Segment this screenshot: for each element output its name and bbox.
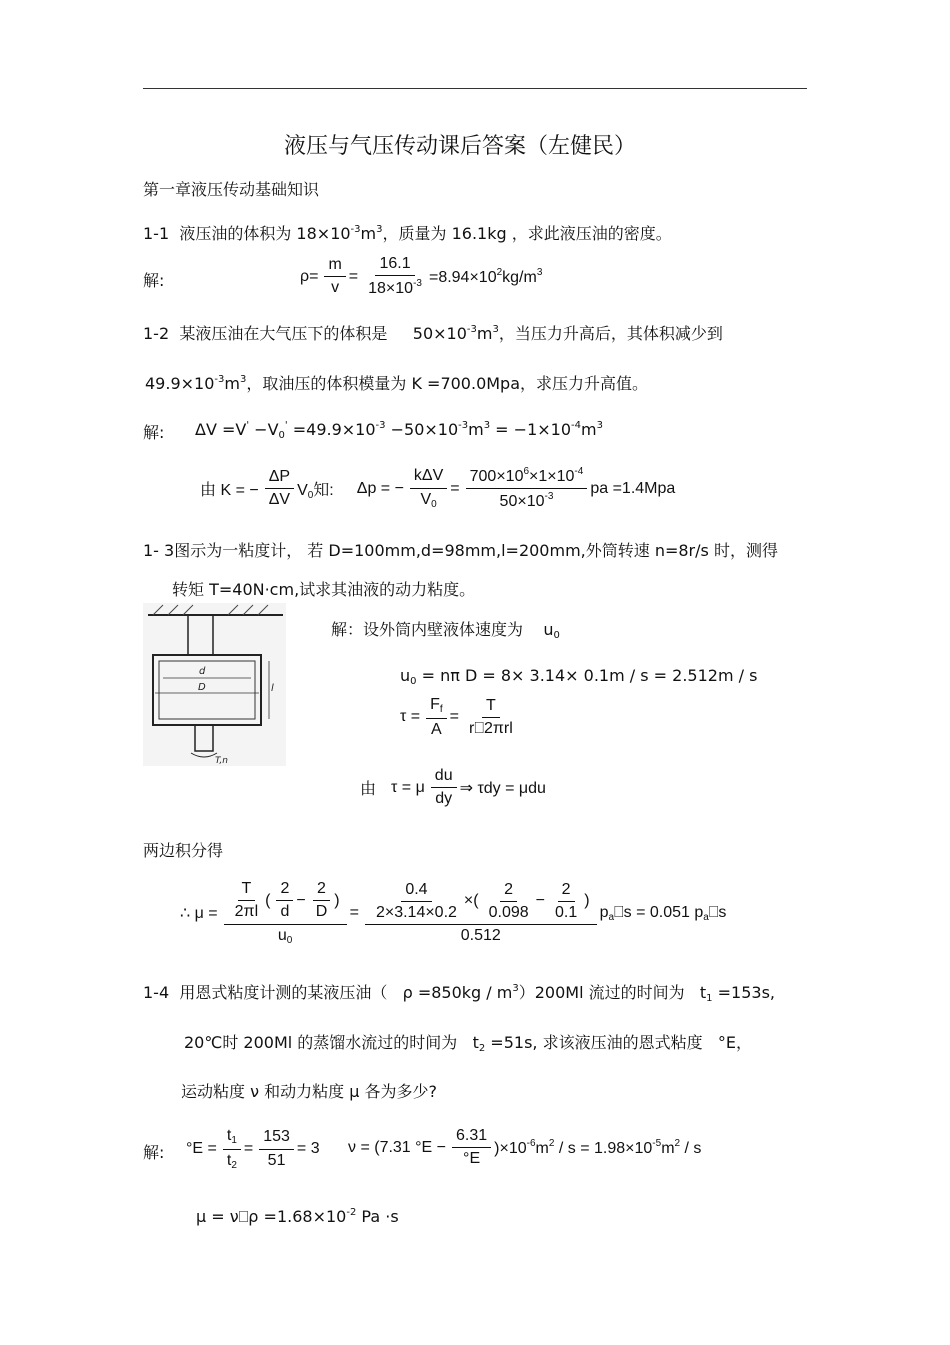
problem-1-3-line2: 转矩 T=40N·cm,试求其油液的动力粘度。	[172, 580, 476, 599]
problem-1-4-line2: 20℃时 200Ml 的蒸馏水流过的时间为 $t_2 =51s$, 求该液压油的恩式粘度 °E，	[184, 1033, 752, 1054]
engler-equation: °E = $\frac{t_1}{t_2}$ = $\frac{153}{51}$ = 3	[186, 1127, 320, 1171]
newton-viscosity-equation: 由 τ = μ $\frac{du}{dy}$ ⇒ τdy = μdu	[360, 767, 546, 808]
problem-1-3-line1: 1- 3图示为一粘度计， 若 D=100mm,d=98mm,l=200mm,外筒转速 n=8r/s 时，测得	[143, 541, 778, 560]
solution-label-1-4: 解:	[143, 1143, 165, 1162]
top-rule	[143, 88, 807, 89]
chapter-heading: 第一章液压传动基础知识	[143, 180, 320, 199]
label-Tn: T,n	[215, 756, 228, 766]
solution-1-3-intro: 解：设外筒内壁液体速度为 $u_0$	[331, 620, 560, 641]
problem-1-2-line1: 1-2 某液压油在大气压下的体积是 $50\times 10^{-3}m^3$，当压力升高后，其体积减少到	[143, 324, 723, 343]
solution-label-1-2: 解:	[143, 423, 165, 442]
dynamic-viscosity-equation: μ = ν⎕ρ $=1.68\times 10^{-2}$ Pa ·s	[196, 1207, 399, 1226]
shear-stress-equation: τ = $\frac{F_f}{A}$ = $\frac{T}{\text{r⎕2πrl}}$	[400, 696, 513, 738]
velocity-equation: $u_0 = n\pi$ D = 8× 3.14× 0.1m / s = 2.512m / s	[400, 666, 758, 687]
problem-1-4-line3: 运动粘度 ν 和动力粘度 μ 各为多少?	[181, 1082, 437, 1101]
problem-1-2-line2: $49.9\times 10^{-3}m^3$，取油压的体积模量为 K =700.0Mpa，求压力升高值。	[145, 374, 649, 393]
viscometer-figure	[143, 603, 286, 766]
density-equation: ρ= $\frac{m}{v}$ = $\frac{16.1}{18\times 10^{-3}}$ $=8.94\times 10^2kg/m^3$	[300, 255, 543, 298]
label-l: l	[271, 683, 274, 694]
problem-1-1: 1-1 液压油的体积为 $18\times 10^{-3}m^3$，质量为 16.1kg ，求此液压油的密度。	[143, 224, 672, 243]
kinematic-viscosity-equation: ν = (7.31 °E − $\frac{6.31}{^\circ E}$ )$\times 10^{-6}m^2 / s = 1.98\times 10^{-5}m^2 / s$	[348, 1127, 702, 1168]
pressure-equation: 由 K = − $\frac{\Delta P}{\Delta V}$ $V_0$知: Δp = − $\frac{\text{kΔV}}{V_0}$ = $\frac{700\times 10^6\times 1\times 10^{-4}}{50\times 10^{-3}}$ pa =1.4Mpa	[200, 466, 676, 511]
integrate-text: 两边积分得	[143, 841, 224, 860]
problem-1-4-line1: 1-4 用恩式粘度计测的某液压油（ $\rho =850kg / m^3)200Ml$ 流过的时间为 $t_1 =153s$,	[143, 983, 775, 1004]
label-D: D	[198, 682, 206, 693]
page-title: 液压与气压传动课后答案（左健民）	[284, 134, 637, 159]
viscosity-result-equation: ∴ μ = $\frac{T}{2\pi l}$ ( $\frac{2}{d}$ − $\frac{2}{D}$ ) $u_0$ = $\frac{0.4}{2\times 3.14\times 0.2}$ ×( $\frac{2}{0.098}$ − $\frac{2}{0.1}$ ) 0.512 $p_a⎕s = 0.051$ $p_a⎕s$	[180, 880, 727, 946]
solution-label-1-1: 解:	[143, 271, 165, 290]
label-d: d	[199, 666, 206, 677]
delta-v-equation: $\Delta V =V' -V_0' =49.9\times 10^{-3} -50\times 10^{-3}m^3 = -1\times 10^{-4}m^3$	[195, 420, 603, 441]
